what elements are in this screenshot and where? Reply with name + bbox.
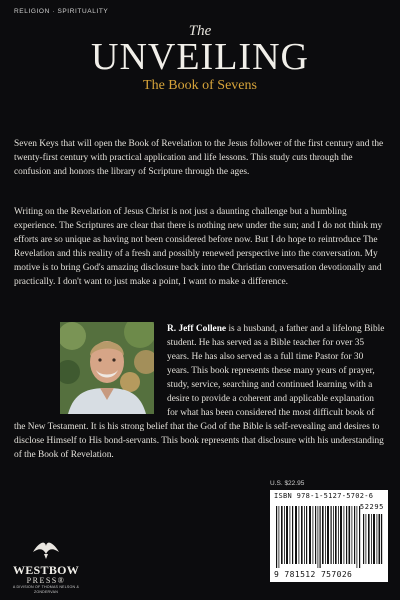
publisher-name: WESTBOW <box>12 563 80 577</box>
description-paragraph-2: Writing on the Revelation of Jesus Christ is not just a daunting challenge but a humbling experience. The Scriptures are clear that there is nothing new under the sun; and I do not think my efforts are so unique as having not been considered before now. But I do hope to reintroduce The Revelation and this reality of a fresh and possibly renewed perspective into the conversation. My motive is to bring God's amazing disclosure back into the Christian conversation devotionally and practically. I don't want to just make a point, I want to make a difference. <box>14 207 383 287</box>
author-bio-text: is a husband, a father and a lifelong Bible student. He has served as a Bible teacher for over 35 years. He has also served as a full time Pastor for 30 years. This book represents these many years of prayer, study, service, searching and continued learning with a desire to provide a coherent and applicable explanation for what has been considered the most difficult book of the New Testament. It is his strong belief that the God of the Bible is self-revealing and desires to disclose Himself to His bond-servants. This book represents that disclosure with his understanding of the Book of Revelation. <box>14 324 385 460</box>
isbn-number: ISBN 978-1-5127-5702-6 <box>274 492 374 500</box>
author-name: R. Jeff Collene <box>167 324 227 334</box>
title-block <box>0 24 400 94</box>
isbn-barcode <box>270 490 388 582</box>
description-paragraph-1: Seven Keys that will open the Book of Revelation to the Jesus follower of the first century and the twenty-first century with practical application and life lessons. This study cuts through the confusion and honors the library of Scripture through the ages. <box>14 139 384 177</box>
author-portrait-image <box>60 322 154 414</box>
publisher-press: PRESS® <box>26 576 66 585</box>
category-label: RELIGION · SPIRITUALITY <box>14 8 109 15</box>
book-subtitle: The Book of Sevens <box>143 78 257 93</box>
price-label: U.S. $22.95 <box>270 480 305 487</box>
publisher-logo <box>6 538 86 595</box>
barcode-digits: 9 781512 757026 <box>274 570 353 579</box>
barcode-bars <box>274 502 384 568</box>
book-title: UNVEILING <box>91 36 309 78</box>
title-article: The <box>188 23 212 39</box>
publisher-division: A DIVISION OF THOMAS NELSON & ZONDERVAN <box>12 585 80 594</box>
eagle-icon <box>31 538 61 560</box>
author-photo <box>60 322 154 414</box>
price-addon-code: 52295 <box>359 503 384 511</box>
